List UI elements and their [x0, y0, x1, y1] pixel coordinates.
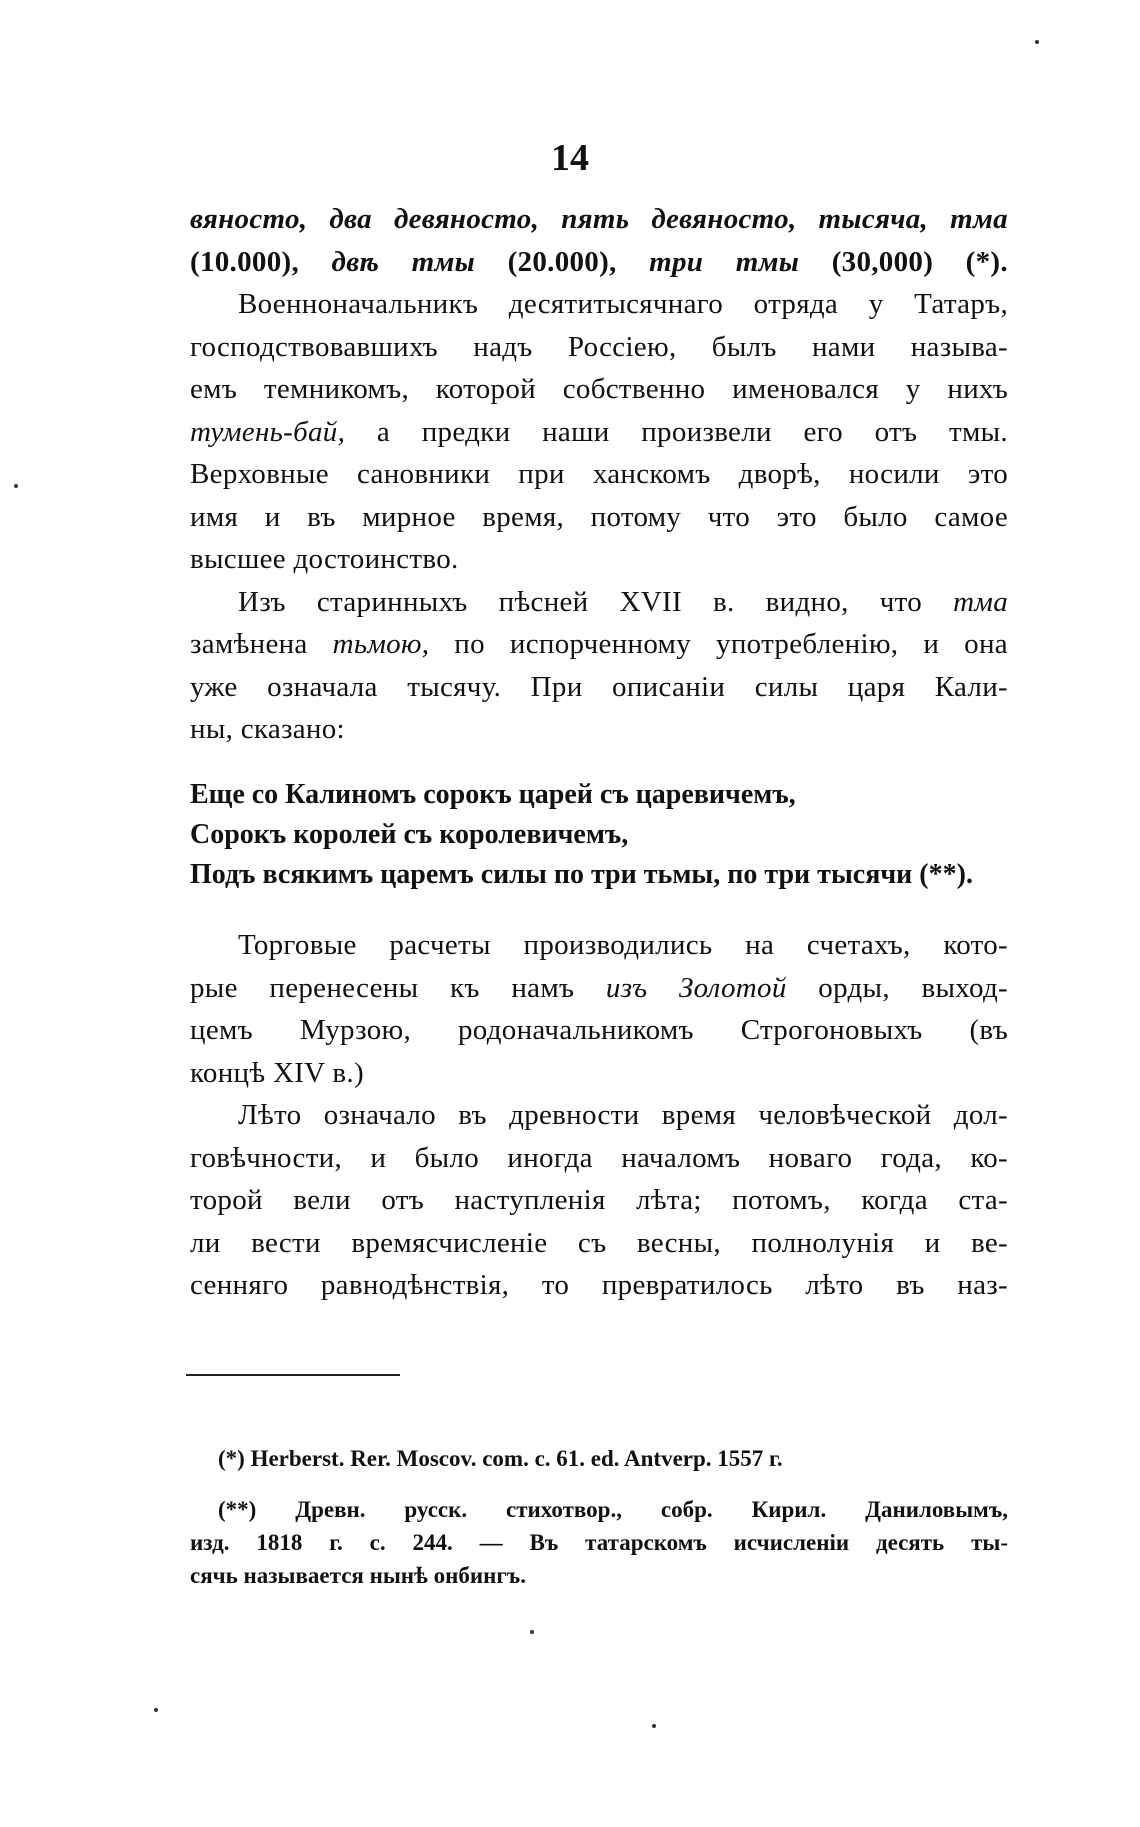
page-number: 14 [551, 137, 589, 179]
text-line: емъ темникомъ, которой собственно именовался у нихъ [190, 373, 1008, 405]
scan-speck [530, 1630, 534, 1634]
footnote-line: изд. 1818 г. с. 244. — Въ татарскомъ исчисленіи десять ты- [190, 1530, 1008, 1555]
text-line: Верховные сановники при ханскомъ дворѣ, носили это [190, 458, 1008, 490]
text-line: (10.000), двѣ тмы (20.000), три тмы (30,000) (*). [190, 245, 1008, 278]
footnote-line: сячь называется нынѣ онбингъ. [190, 1563, 526, 1588]
text-line: Торговые расчеты производились на счетахъ, кото- [238, 929, 1008, 961]
text-line: сенняго равнодѣнствія, то превратилось лѣто въ наз- [190, 1269, 1008, 1301]
verse-line: Подъ всякимъ царемъ силы по три тьмы, по три тысячи (**). [190, 859, 973, 890]
main-text-top [190, 198, 1008, 751]
text-line: Военноначальникъ десятитысячнаго отряда у Татаръ, [238, 288, 1008, 320]
text-line: концѣ XIV в.) [190, 1056, 364, 1089]
text-line: высшее достоинство. [190, 543, 459, 575]
text-line: цемъ Мурзою, родоначальникомъ Строгоновыхъ (въ [190, 1014, 1008, 1046]
scan-speck [1035, 40, 1039, 44]
text-line: ли вести времясчисленіе съ весны, полнолунія и ве- [190, 1226, 1008, 1259]
scan-speck [652, 1724, 656, 1728]
footnote-2 [190, 1493, 1008, 1592]
text-line: ны, сказано: [190, 713, 345, 745]
text-line: господствовавшихъ надъ Россіею, былъ нами называ- [190, 330, 1008, 363]
text-line: уже означала тысячу. При описаніи силы царя Кали- [190, 670, 1008, 703]
scan-speck [14, 484, 18, 488]
text-line: торой вели отъ наступленія лѣта; потомъ, когда ста- [190, 1184, 1008, 1216]
scan-speck [154, 1708, 158, 1712]
text-line: говѣчности, и было иногда началомъ новаго года, ко- [190, 1141, 1008, 1174]
text-line: Лѣто означало въ древности время человѣческой дол- [238, 1099, 1008, 1131]
text-line: имя и въ мирное время, потому что это было самое [190, 500, 1008, 533]
footnote-1 [190, 1442, 1008, 1475]
footnote-separator [186, 1374, 400, 1376]
verse-line: Сорокъ королей съ королевичемъ, [190, 819, 629, 850]
footnote-line: (*) Herberst. Rer. Moscov. com. c. 61. ed. Antverp. 1557 г. [218, 1446, 783, 1471]
text-line: вяносто, два девяносто, пять девяносто, тысяча, тма [190, 203, 1008, 235]
verse-quotation [190, 775, 1040, 895]
text-line: рые перенесены къ намъ изъ Золотой орды, выход- [190, 971, 1008, 1004]
text-line: тумень-бай, a предки наши произвели его отъ тмы. [190, 415, 1008, 448]
main-text-bottom [190, 924, 1008, 1307]
text-line: замѣнена тьмою, по испорченному употребленію, и она [190, 628, 1008, 660]
verse-line: Еще со Калиномъ сорокъ царей съ царевичемъ, [190, 779, 796, 810]
text-line: Изъ старинныхъ пѣсней XVII в. видно, что тма [238, 585, 1008, 618]
footnote-line: (**) Древн. русск. стихотвор., собр. Кирил. Даниловымъ, [218, 1497, 1008, 1522]
